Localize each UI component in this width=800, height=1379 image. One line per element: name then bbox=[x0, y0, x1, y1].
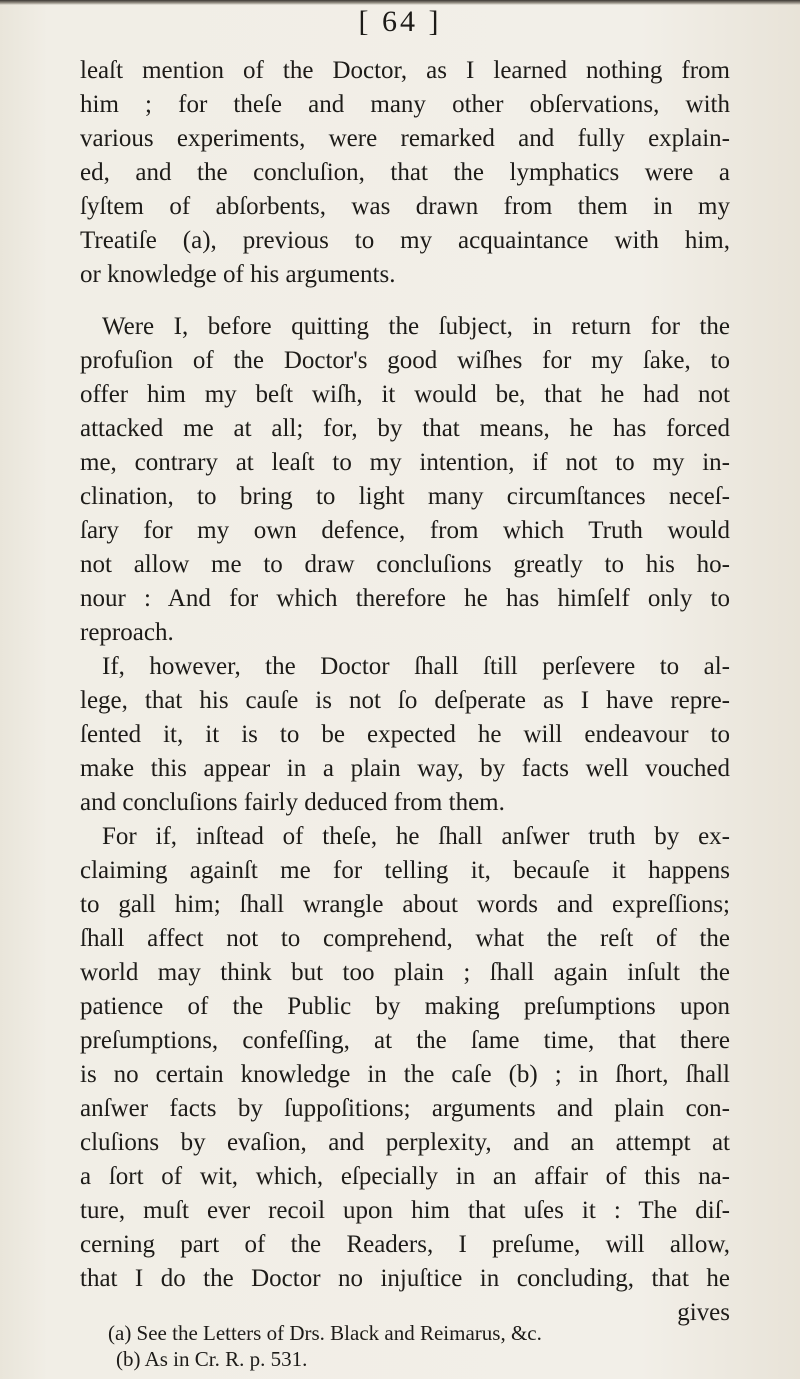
text-line: that I do the Doctor no injuſtice in concluding, that he bbox=[80, 1265, 730, 1292]
text-line: is no certain knowledge in the caſe (b) ; in ſhort, ſhall bbox=[80, 1061, 730, 1088]
text-line: cluſions by evaſion, and perplexity, and an attempt at bbox=[80, 1129, 730, 1156]
text-line: me, contrary at leaſt to my intention, if not to my in- bbox=[80, 449, 730, 476]
text-line: profuſion of the Doctor's good wiſhes for my ſake, to bbox=[80, 347, 730, 374]
text-line: claiming againſt me for telling it, becauſe it happens bbox=[80, 857, 730, 884]
text-line: to gall him; ſhall wrangle about words and expreſſions; bbox=[80, 891, 730, 918]
text-line: ſyſtem of abſorbents, was drawn from them in my bbox=[80, 193, 730, 220]
text-line: him ; for theſe and many other obſervations, with bbox=[80, 91, 730, 118]
text-line: various experiments, were remarked and fully explain- bbox=[80, 125, 730, 152]
text-line: or knowledge of his arguments. bbox=[80, 261, 396, 288]
text-line: leaſt mention of the Doctor, as I learned nothing from bbox=[80, 57, 730, 84]
text-line: reproach. bbox=[80, 619, 174, 646]
text-line: ture, muſt ever recoil upon him that uſes it : The diſ- bbox=[80, 1197, 730, 1224]
text-line: preſumptions, confeſſing, at the ſame time, that there bbox=[80, 1027, 730, 1054]
text-line: not allow me to draw concluſions greatly to his ho- bbox=[80, 551, 730, 578]
footnotes bbox=[108, 1320, 728, 1372]
catchword: gives bbox=[677, 1299, 730, 1326]
text-line: clination, to bring to light many circumſtances neceſ- bbox=[80, 483, 730, 510]
text-line: attacked me at all; for, by that means, he has forced bbox=[80, 415, 730, 442]
text-line: patience of the Public by making preſumptions upon bbox=[80, 993, 730, 1020]
footnote-a: (a) See the Letters of Drs. Black and Reimarus, &c. bbox=[108, 1321, 542, 1345]
text-line: ſhall affect not to comprehend, what the reſt of the bbox=[80, 925, 730, 952]
text-line: Were I, before quitting the ſubject, in return for the bbox=[102, 313, 730, 340]
text-line: anſwer facts by ſuppoſitions; arguments and plain con- bbox=[80, 1095, 730, 1122]
text-line: Treatiſe (a), previous to my acquaintance with him, bbox=[80, 227, 730, 254]
text-line: offer him my beſt wiſh, it would be, that he had not bbox=[80, 381, 730, 408]
page-number: [ 64 ] bbox=[358, 5, 442, 38]
text-line: For if, inſtead of theſe, he ſhall anſwer truth by ex- bbox=[102, 823, 730, 850]
text-line: ed, and the concluſion, that the lymphatics were a bbox=[80, 159, 730, 186]
footnote-b: (b) As in Cr. R. p. 531. bbox=[116, 1347, 308, 1371]
text-line: cerning part of the Readers, I preſume, will allow, bbox=[80, 1231, 730, 1258]
text-line: world may think but too plain ; ſhall again inſult the bbox=[80, 959, 730, 986]
text-line: nour : And for which therefore he has himſelf only to bbox=[80, 585, 730, 612]
paragraph-gap bbox=[80, 292, 730, 310]
body-text bbox=[80, 54, 730, 1330]
text-line: and concluſions fairly deduced from them. bbox=[80, 789, 505, 816]
text-line: make this appear in a plain way, by facts well vouched bbox=[80, 755, 730, 782]
text-line: lege, that his cauſe is not ſo deſperate as I have repre- bbox=[80, 687, 730, 714]
text-line: ſary for my own defence, from which Truth would bbox=[80, 517, 730, 544]
text-line: If, however, the Doctor ſhall ſtill perſevere to al- bbox=[102, 653, 730, 680]
text-line: a ſort of wit, which, eſpecially in an affair of this na- bbox=[80, 1163, 730, 1190]
text-line: ſented it, it is to be expected he will endeavour to bbox=[80, 721, 730, 748]
